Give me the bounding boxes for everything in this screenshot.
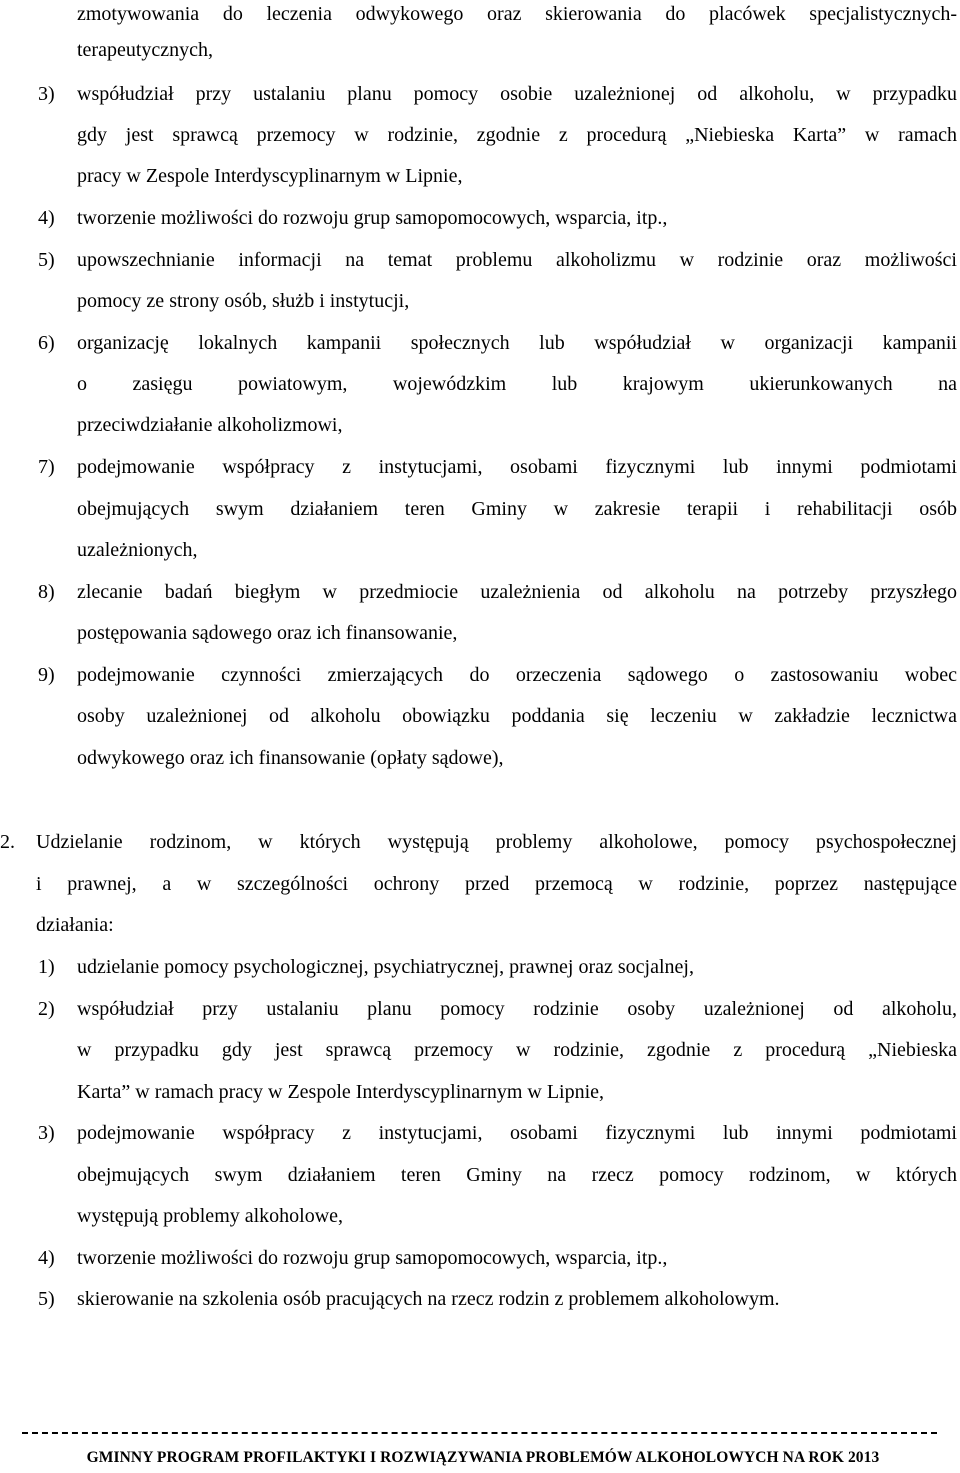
list-item-line: występują problemy alkoholowe,: [77, 1205, 344, 1227]
list-number: 8): [38, 581, 55, 603]
list-item-line: odwykowego oraz ich finansowanie (opłaty sądowe),: [77, 747, 504, 769]
list-item-line: obejmujących swym działaniem teren Gminy na rzecz pomocy rodzinom, w których: [77, 1164, 957, 1186]
footer-title: GMINNY PROGRAM PROFILAKTYKI I ROZWIĄZYWANIA PROBLEMÓW ALKOHOLOWYCH NA ROK 2013: [86, 1449, 880, 1466]
list-item-line: upowszechnianie informacji na temat problemu alkoholizmu w rodzinie oraz możliwości: [77, 249, 957, 271]
list-number: 2): [38, 998, 55, 1020]
footer-divider: [22, 1432, 937, 1434]
list-item-line: pomocy ze strony osób, służb i instytucji,: [77, 290, 410, 312]
list-number: 3): [38, 83, 55, 105]
list-item-line: w przypadku gdy jest sprawcą przemocy w rodzinie, zgodnie z procedurą „Niebieska: [77, 1039, 957, 1061]
paragraph-line: zmotywowania do leczenia odwykowego oraz skierowania do placówek specjalistycznych-: [77, 3, 957, 25]
list-number: 1): [38, 956, 55, 978]
list-item-line: współudział przy ustalaniu planu pomocy osobie uzależnionej od alkoholu, w przypadku: [77, 83, 957, 105]
list-number: 9): [38, 664, 55, 686]
list-number: 3): [38, 1122, 55, 1144]
list-number: 6): [38, 332, 55, 354]
section-heading-line: działania:: [36, 914, 114, 936]
list-item-line: współudział przy ustalaniu planu pomocy rodzinie osoby uzależnionej od alkoholu,: [77, 998, 957, 1020]
list-item-line: podejmowanie współpracy z instytucjami, osobami fizycznymi lub innymi podmiotami: [77, 456, 957, 478]
section-heading-line: i prawnej, a w szczególności ochrony przed przemocą w rodzinie, poprzez następujące: [36, 873, 957, 895]
list-item-line: pracy w Zespole Interdyscyplinarnym w Lipnie,: [77, 165, 463, 187]
list-number: 7): [38, 456, 55, 478]
list-number: 5): [38, 249, 55, 271]
list-item-line: podejmowanie współpracy z instytucjami, osobami fizycznymi lub innymi podmiotami: [77, 1122, 957, 1144]
list-item-line: uzależnionych,: [77, 539, 198, 561]
list-number: 5): [38, 1288, 55, 1310]
list-item-line: organizację lokalnych kampanii społecznych lub współudział w organizacji kampanii: [77, 332, 957, 354]
section-number: 2.: [0, 831, 15, 853]
list-item-line: udzielanie pomocy psychologicznej, psychiatrycznej, prawnej oraz socjalnej,: [77, 956, 694, 978]
list-item-line: tworzenie możliwości do rozwoju grup samopomocowych, wsparcia, itp.,: [77, 207, 668, 229]
list-item-line: obejmujących swym działaniem teren Gminy w zakresie terapii i rehabilitacji osób: [77, 498, 957, 520]
list-item-line: o zasięgu powiatowym, wojewódzkim lub krajowym ukierunkowanych na: [77, 373, 957, 395]
list-number: 4): [38, 1247, 55, 1269]
list-number: 4): [38, 207, 55, 229]
list-item-line: skierowanie na szkolenia osób pracujących na rzecz rodzin z problemem alkoholowym.: [77, 1288, 780, 1310]
section-heading-line: Udzielanie rodzinom, w których występują problemy alkoholowe, pomocy psychospołecznej: [36, 831, 957, 853]
list-item-line: podejmowanie czynności zmierzających do orzeczenia sądowego o zastosowaniu wobec: [77, 664, 957, 686]
list-item-line: postępowania sądowego oraz ich finansowanie,: [77, 622, 458, 644]
list-item-line: tworzenie możliwości do rozwoju grup samopomocowych, wsparcia, itp.,: [77, 1247, 668, 1269]
list-item-line: gdy jest sprawcą przemocy w rodzinie, zgodnie z procedurą „Niebieska Karta” w ramach: [77, 124, 957, 146]
list-item-line: osoby uzależnionej od alkoholu obowiązku poddania się leczeniu w zakładzie lecznictwa: [77, 705, 957, 727]
list-item-line: Karta” w ramach pracy w Zespole Interdyscyplinarnym w Lipnie,: [77, 1081, 605, 1103]
list-item-line: przeciwdziałanie alkoholizmowi,: [77, 414, 343, 436]
paragraph-line: terapeutycznych,: [77, 39, 214, 61]
list-item-line: zlecanie badań biegłym w przedmiocie uzależnienia od alkoholu na potrzeby przyszłego: [77, 581, 957, 603]
